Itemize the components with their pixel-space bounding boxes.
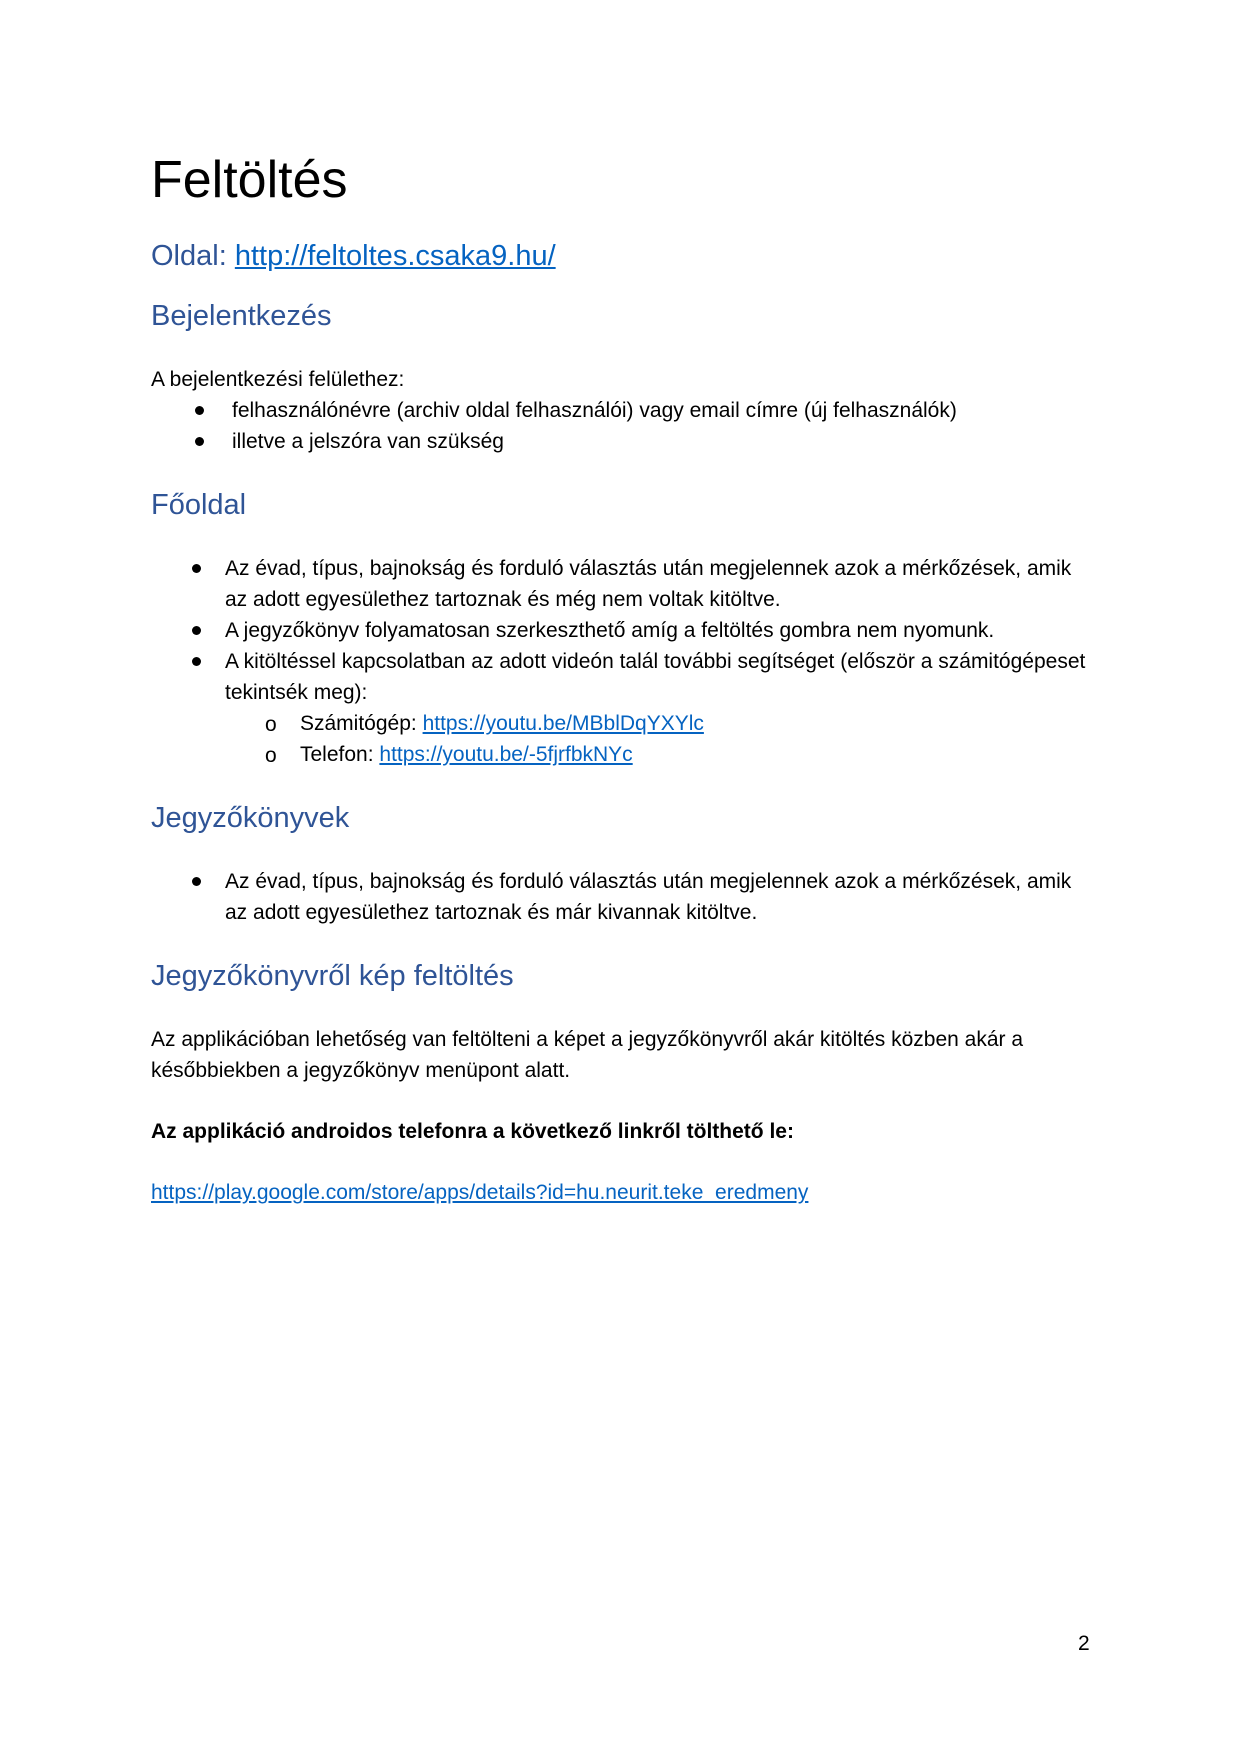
site-heading [151, 238, 1091, 274]
bullet-icon [192, 877, 201, 886]
list-item [151, 615, 1091, 646]
list-item [151, 426, 1091, 457]
document-title: Feltöltés [151, 151, 348, 209]
bullet-icon [192, 657, 201, 666]
video-link-item [225, 708, 1091, 739]
site-url-link[interactable]: http://feltoltes.csaka9.hu/ [234, 240, 556, 272]
login-intro: A bejelentkezési felülethez: [151, 368, 405, 391]
bullet-icon [195, 437, 204, 446]
bullet-icon [192, 564, 201, 573]
login-list [151, 395, 1091, 457]
computer-video-link[interactable]: https://youtu.be/MBblDqYXYlc [422, 712, 704, 735]
app-link-paragraph [151, 1177, 1091, 1208]
login-heading: Bejelentkezés [151, 300, 332, 332]
video-link-label: Számitógép: [300, 712, 423, 735]
list-item-text: A kitöltéssel kapcsolatban az adott videón talál további segítséget (először a számitógépeset tekintsék meg): [225, 650, 1086, 704]
photo-upload-section [151, 1024, 1091, 1208]
list-item-text: felhasználónévre (archiv oldal felhasználói) vagy email címre (új felhasználók) [232, 399, 957, 422]
list-item [151, 866, 1091, 928]
photo-upload-heading: Jegyzőkönyvről kép feltöltés [151, 960, 514, 992]
phone-video-link[interactable]: https://youtu.be/-5fjrfbkNYc [379, 743, 633, 766]
bullet-icon [195, 406, 204, 415]
list-item-text: A jegyzőkönyv folyamatosan szerkeszthető amíg a feltöltés gombra nem nyomunk. [225, 619, 995, 642]
home-heading: Főoldal [151, 489, 247, 521]
bullet-icon [192, 626, 201, 635]
home-list [151, 553, 1091, 770]
app-download-note: Az applikáció androidos telefonra a következő linkről tölthető le: [151, 1120, 794, 1143]
records-section [151, 866, 1091, 928]
records-list [151, 866, 1091, 928]
home-section [151, 553, 1091, 770]
circle-bullet-icon: o [265, 713, 277, 736]
list-item-text: Az évad, típus, bajnokság és forduló választás után megjelennek azok a mérkőzések, amik az adott egyesülethez tartoznak és már kivannak kitöltve. [225, 870, 1072, 924]
site-heading-prefix: Oldal: [151, 240, 235, 272]
video-link-label: Telefon: [300, 743, 380, 766]
circle-bullet-icon: o [265, 744, 277, 767]
login-section [151, 364, 1091, 457]
list-item [151, 395, 1091, 426]
page-content [151, 150, 1091, 1208]
list-item [151, 646, 1091, 770]
records-heading: Jegyzőkönyvek [151, 802, 350, 834]
video-links-list [225, 708, 1091, 770]
photo-upload-paragraph: Az applikációban lehetőség van feltölteni a képet a jegyzőkönyvről akár kitöltés közben akár a későbbiekben a jegyzőkönyv menüpont alatt. [151, 1028, 1024, 1082]
video-link-item [225, 739, 1091, 770]
page-number: 2 [1078, 1632, 1090, 1655]
list-item-text: Az évad, típus, bajnokság és forduló választás után megjelennek azok a mérkőzések, amik az adott egyesülethez tartoznak és még nem voltak kitöltve. [225, 557, 1072, 611]
list-item-text: illetve a jelszóra van szükség [232, 430, 504, 453]
play-store-link[interactable]: https://play.google.com/store/apps/details?id=hu.neurit.teke_eredmeny [151, 1181, 809, 1204]
list-item [151, 553, 1091, 615]
